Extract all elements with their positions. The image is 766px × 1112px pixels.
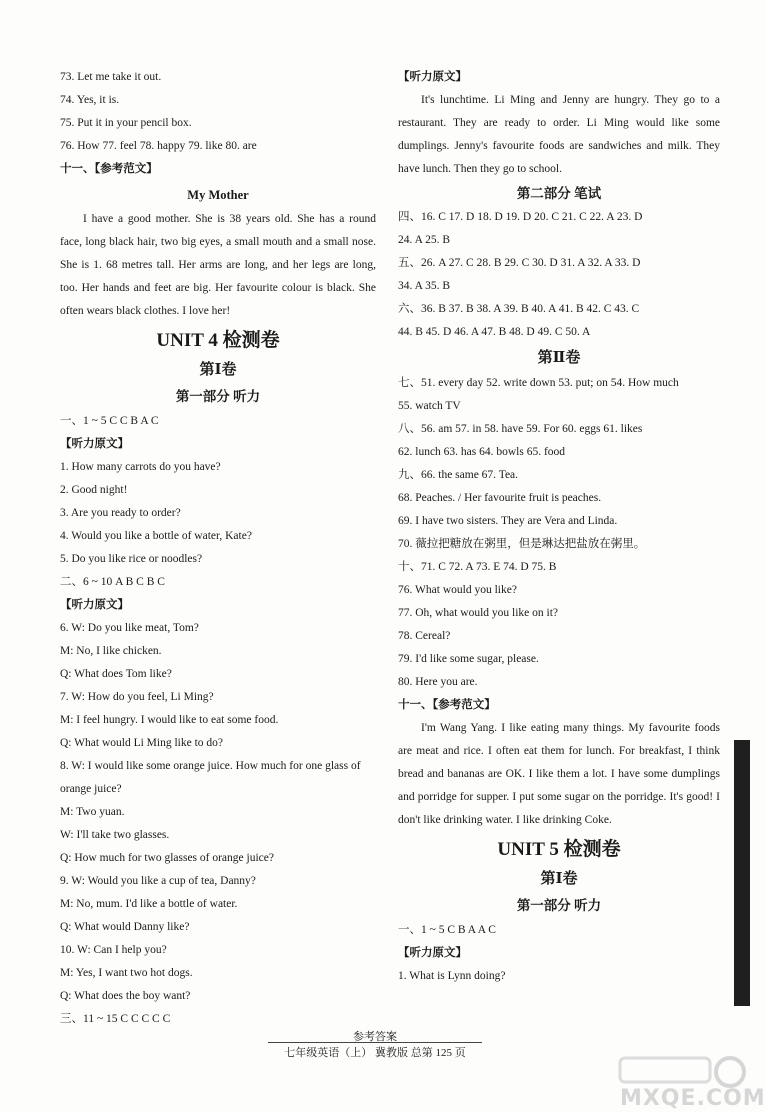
text-line: 76. How 77. feel 78. happy 79. like 80. are bbox=[60, 140, 257, 152]
volume-title: 第Ⅰ卷 bbox=[540, 871, 578, 887]
text-line: W: I'll take two glasses. bbox=[60, 829, 170, 841]
text-line: 44. B 45. D 46. A 47. B 48. D 49. C 50. A bbox=[398, 326, 591, 338]
text-line: 5. Do you like rice or noodles? bbox=[60, 553, 203, 565]
text-line: 4. Would you like a bottle of water, Kate? bbox=[60, 530, 252, 542]
text-line: 70. 薇拉把糖放在粥里，但是琳达把盐放在粥里。 bbox=[398, 538, 646, 550]
text-line: 1. How many carrots do you have? bbox=[60, 461, 221, 473]
left-column bbox=[60, 66, 376, 1031]
text-line: 一、1 ~ 5 C C B A C bbox=[60, 415, 159, 427]
text-line: 【听力原文】 bbox=[398, 947, 467, 959]
text-line: 二、6 ~ 10 A B C B C bbox=[60, 576, 165, 588]
footer-label: 参考答案 bbox=[353, 1031, 397, 1043]
text-line: 三、11 ~ 15 C C C C C bbox=[60, 1013, 171, 1025]
text-line: 69. I have two sisters. They are Vera and Linda. bbox=[398, 515, 618, 527]
text-line: M: No, I like chicken. bbox=[60, 645, 162, 657]
text-line: 十、71. C 72. A 73. E 74. D 75. B bbox=[398, 561, 557, 573]
page-edge-tab bbox=[734, 740, 750, 1006]
answer-lines bbox=[60, 66, 376, 158]
unit-title: UNIT 5 检测卷 bbox=[497, 839, 621, 860]
text-line: 79. I'd like some sugar, please. bbox=[398, 653, 539, 665]
text-line: 55. watch TV bbox=[398, 400, 461, 412]
answer-lines bbox=[398, 206, 720, 344]
page-footer bbox=[268, 1031, 482, 1062]
text-line: 9. W: Would you like a cup of tea, Danny? bbox=[60, 875, 256, 887]
text-line: 【听力原文】 bbox=[60, 599, 129, 611]
text-line: 78. Cereal? bbox=[398, 630, 451, 642]
listening-paragraph: It's lunchtime. Li Ming and Jenny are hungry. They go to a restaurant. They are ready to order. Li Ming would like some dumplings. Jenny's favourite foods are sandwiches and milk. They have lunch. Then they go to school. bbox=[398, 94, 720, 175]
watermark-text: MXQE.COM bbox=[620, 1086, 766, 1111]
text-line: 六、36. B 37. B 38. A 39. B 40. A 41. B 42. C 43. C bbox=[398, 303, 640, 315]
text-line: Q: What does Tom like? bbox=[60, 668, 172, 680]
text-line: 八、56. am 57. in 58. have 59. For 60. eggs 61. likes bbox=[398, 423, 643, 435]
unit-title: UNIT 4 检测卷 bbox=[156, 330, 280, 351]
essay-paragraph: I'm Wang Yang. I like eating many things. My favourite foods are meat and rice. I often eat them for lunch. For breakfast, I think bread and bananas are OK. I like them a lot. I have some dumplings and porridge for supper. I put some sugar on the porridge. It's good! I don't like drinking water. I like drinking Coke. bbox=[398, 722, 720, 826]
volume-title: 第Ⅰ卷 bbox=[199, 362, 237, 378]
answer-lines bbox=[398, 372, 720, 694]
listening-heading: 【听力原文】 bbox=[398, 71, 467, 83]
section-title: 第二部分 笔试 bbox=[516, 186, 602, 201]
text-line: 一、1 ~ 5 C B A A C bbox=[398, 924, 496, 936]
text-line: 76. What would you like? bbox=[398, 584, 517, 596]
right-column bbox=[398, 66, 720, 988]
text-line: M: Yes, I want two hot dogs. bbox=[60, 967, 193, 979]
text-line: 【听力原文】 bbox=[60, 438, 129, 450]
section-title: 第一部分 听力 bbox=[175, 389, 261, 404]
text-line: 四、16. C 17. D 18. D 19. D 20. C 21. C 22. A 23. D bbox=[398, 211, 643, 223]
text-line: 1. What is Lynn doing? bbox=[398, 970, 506, 982]
text-line: 77. Oh, what would you like on it? bbox=[398, 607, 559, 619]
text-line: 7. W: How do you feel, Li Ming? bbox=[60, 691, 214, 703]
volume-title: 第Ⅱ卷 bbox=[537, 350, 581, 366]
section-title: 第一部分 听力 bbox=[516, 898, 602, 913]
text-line: 五、26. A 27. C 28. B 29. C 30. D 31. A 32. A 33. D bbox=[398, 257, 641, 269]
sample-essay-heading: 十一、【参考范文】 bbox=[398, 699, 496, 711]
essay-title: My Mother bbox=[187, 188, 249, 202]
text-line: 2. Good night! bbox=[60, 484, 128, 496]
text-line: 75. Put it in your pencil box. bbox=[60, 117, 192, 129]
text-line: Q: What would Li Ming like to do? bbox=[60, 737, 224, 749]
text-line: 九、66. the same 67. Tea. bbox=[398, 469, 519, 481]
text-line: 73. Let me take it out. bbox=[60, 71, 162, 83]
sample-essay-heading: 十一、【参考范文】 bbox=[60, 163, 158, 175]
essay-paragraph: I have a good mother. She is 38 years old. She has a round face, long black hair, two big eyes, a small mouth and a small nose. She is 1. 68 metres tall. Her arms are long, and her legs are long, too. Her hands and feet are big. Her favourite colour is black. She often wears black clothes. I love her! bbox=[60, 213, 376, 317]
text-line: 七、51. every day 52. write down 53. put; on 54. How much bbox=[398, 377, 679, 389]
text-line: 34. A 35. B bbox=[398, 280, 451, 292]
text-line: Q: What does the boy want? bbox=[60, 990, 191, 1002]
text-line: 68. Peaches. / Her favourite fruit is peaches. bbox=[398, 492, 602, 504]
watermark bbox=[610, 1050, 766, 1111]
text-line: 62. lunch 63. has 64. bowls 65. food bbox=[398, 446, 566, 458]
text-line: M: I feel hungry. I would like to eat some food. bbox=[60, 714, 279, 726]
text-line: 8. W: I would like some orange juice. How much for one glass of bbox=[60, 760, 361, 772]
footer-page-info: 七年级英语（上） 冀教版 总第 125 页 bbox=[284, 1047, 466, 1059]
text-line: Q: How much for two glasses of orange juice? bbox=[60, 852, 274, 864]
text-line: 3. Are you ready to order? bbox=[60, 507, 181, 519]
text-line: 74. Yes, it is. bbox=[60, 94, 120, 106]
text-line: 10. W: Can I help you? bbox=[60, 944, 167, 956]
text-line: M: No, mum. I'd like a bottle of water. bbox=[60, 898, 238, 910]
text-line: 6. W: Do you like meat, Tom? bbox=[60, 622, 199, 634]
text-line: orange juice? bbox=[60, 783, 122, 795]
text-line: M: Two yuan. bbox=[60, 806, 125, 818]
answer-lines bbox=[60, 410, 376, 1031]
text-line: Q: What would Danny like? bbox=[60, 921, 190, 933]
text-line: 80. Here you are. bbox=[398, 676, 478, 688]
text-line: 24. A 25. B bbox=[398, 234, 451, 246]
answer-lines bbox=[398, 919, 720, 988]
watermark-logo-icon bbox=[610, 1050, 750, 1090]
